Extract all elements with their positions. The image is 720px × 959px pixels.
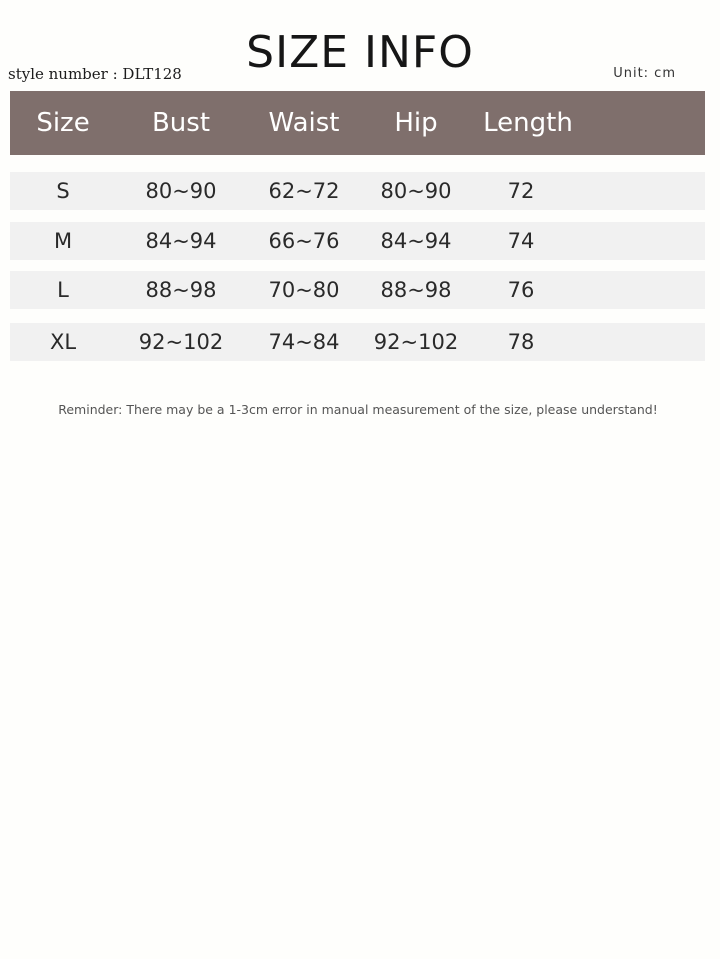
bust-cell: 88~98 — [145, 278, 217, 302]
size-table-header — [10, 91, 705, 155]
header-bust: Bust — [151, 108, 211, 138]
bust-cell: 80~90 — [145, 179, 217, 203]
bust-cell: 92~102 — [138, 330, 224, 354]
header-size: Size — [36, 108, 90, 138]
table-row — [10, 271, 705, 309]
header-length: Length — [483, 108, 573, 138]
hip-cell: 80~90 — [380, 179, 452, 203]
unit-label: Unit: cm — [613, 66, 676, 81]
header-waist: Waist — [268, 108, 340, 138]
bust-cell: 84~94 — [145, 229, 217, 253]
table-row — [10, 222, 705, 260]
waist-cell: 66~76 — [268, 229, 340, 253]
length-cell: 74 — [507, 229, 535, 253]
table-row — [10, 172, 705, 210]
hip-cell: 84~94 — [380, 229, 452, 253]
header-hip: Hip — [394, 108, 438, 138]
length-cell: 76 — [507, 278, 535, 302]
length-cell: 72 — [507, 179, 535, 203]
waist-cell: 62~72 — [268, 179, 340, 203]
size-cell: L — [57, 278, 69, 302]
style-number: style number : DLT128 — [8, 65, 182, 83]
measurement-reminder: Reminder: There may be a 1-3cm error in manual measurement of the size, please understand! — [58, 402, 658, 417]
hip-cell: 88~98 — [380, 278, 452, 302]
waist-cell: 74~84 — [268, 330, 340, 354]
waist-cell: 70~80 — [268, 278, 340, 302]
page-title: SIZE INFO — [246, 27, 474, 78]
size-cell: XL — [49, 330, 77, 354]
size-cell: M — [53, 229, 73, 253]
table-row — [10, 323, 705, 361]
length-cell: 78 — [507, 330, 535, 354]
size-cell: S — [56, 179, 70, 203]
hip-cell: 92~102 — [373, 330, 459, 354]
